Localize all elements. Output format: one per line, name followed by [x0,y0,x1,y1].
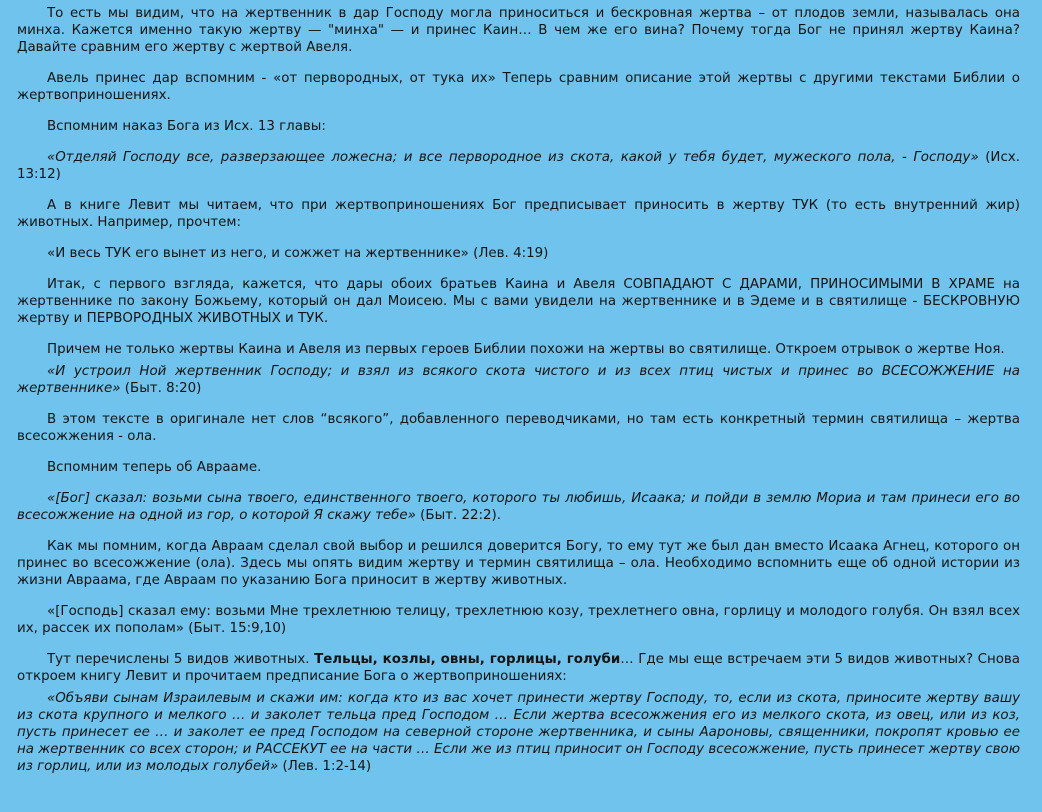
paragraph-exodus-intro: Вспомним наказ Бога из Исх. 13 главы: [47,119,326,134]
paragraph-leviticus-quote: «И весь ТУК его вынет из него, и сожжет на жертвеннике» (Лев. 4:19) [47,246,549,261]
paragraph-leviticus-fat: А в книге Левит мы читаем, что при жертвоприношениях Бог предписывает приносить в жертву ТУК (то есть внутренний жир) животных. Например, прочтем: [17,198,1020,230]
leviticus-offering-ref: (Лев. 1:2-14) [278,759,372,774]
noah-ref: (Быт. 8:20) [120,381,202,396]
paragraph-covenant-quote: «[Господь] сказал ему: возьми Мне трехлетнюю телицу, трехлетнюю козу, трехлетнего овна, горлицу и молодого голубя. Он взял всех их, рассек их пополам» (Быт. 15:9,10) [17,604,1020,636]
five-animals-list: Тельцы, козлы, овны, горлицы, голуби [314,652,621,667]
paragraph-leviticus-offering-quote [17,690,1020,775]
paragraph-abraham-lamb: Как мы помним, когда Авраам сделал свой выбор и решился доверится Богу, то ему тут же был дан вместо Исаака Агнец, которого он принес во всесожжение (ола). Здесь мы опять видим жертву и термин святилища – ола. Необходимо вспомнить еще об одной истории из жизни Авраама, где Авраам по указанию Бога приносит в жертву животных. [17,539,1020,588]
paragraph-five-animals: Тут перечислены 5 видов животных. Тельцы, козлы, овны, горлицы, голуби… Где мы еще встречаем эти 5 видов животных? Снова откроем книгу Левит и прочитаем предписание Бога о жертвоприношениях: [17,652,1020,684]
isaac-quote: «[Бог] сказал: возьми сына твоего, единственного твоего, которого ты любишь, Исаака; и пойди в землю Мориа и там принеси его во всесожжение на одной из гор, о которой Я скажу тебе» [17,491,1020,523]
paragraph-exodus-quote [17,149,1020,183]
paragraph-minha: То есть мы видим, что на жертвенник в дар Господу могла приноситься и бескровная жертва – от плодов земли, называлась она минха. Кажется именно такую жертву — "минха" — и принес Каин… В чем же его вина? Почему тогда Бог не принял жертву Каина? Давайте сравним его жертву с жертвой Авеля. [17,6,1020,55]
paragraph-abraham-intro: Вспомним теперь об Аврааме. [47,460,262,475]
exodus-ref: (Исх. 13:12) [17,150,1020,182]
paragraph-comparison: Итак, с первого взгляда, кажется, что дары обоих братьев Каина и Авеля СОВПАДАЮТ С ДАРАМИ, ПРИНОСИМЫМИ В ХРАМЕ на жертвеннике по закону Божьему, который он дал Моисею. Мы с вами увидели на жертвеннике и в Эдеме и в святилище - БЕСКРОВНУЮ жертву и ПЕРВОРОДНЫХ ЖИВОТНЫХ и ТУК. [17,277,1020,326]
paragraph-noah-quote [17,363,1020,397]
leviticus-offering-quote: «Объяви сынам Израилевым и скажи им: когда кто из вас хочет принести жертву Господу, то, если из скота, приносите жертву вашу из скота крупного и мелкого … и заколет тельца пред Господом … Если жертва всесожжения его из мелкого скота, из овец, или из коз, пусть принесет ее … и заколет ее пред Господом на северной стороне жертвенника, и сыны Аароновы, священники, покропят кровью ее на жертвенник со всех сторон; и РАССЕКУТ ее на части … Если же из птиц приносит он Господу всесожжение, пусть принесет жертву свою из горлиц, или из молодых голубей» [17,691,1020,774]
paragraph-noah-intro: Причем не только жертвы Каина и Авеля из первых героев Библии похожи на жертвы во святилище. Откроем отрывок о жертве Ноя. [47,342,1005,357]
exodus-quote: «Отделяй Господу все, разверзающее ложесна; и все первородное из скота, какой у тебя будет, мужеского пола, - Господу» [47,150,979,165]
paragraph-isaac-quote [17,490,1020,524]
isaac-ref: (Быт. 22:2). [415,508,502,523]
paragraph-abel-gift: Авель принес дар вспомним - «от первородных, от тука их» Теперь сравним описание этой жертвы с другими текстами Библии о жертвоприношениях. [17,71,1020,103]
noah-quote: «И устроил Ной жертвенник Господу; и взял из всякого скота чистого и из всех птиц чистых и принес во ВСЕСОЖЖЕНИЕ на жертвеннике» [17,364,1020,396]
paragraph-ola-term: В этом тексте в оригинале нет слов “всякого”, добавленного переводчиками, но там есть конкретный термин святилища – жертва всесожжения - ола. [17,412,1020,444]
